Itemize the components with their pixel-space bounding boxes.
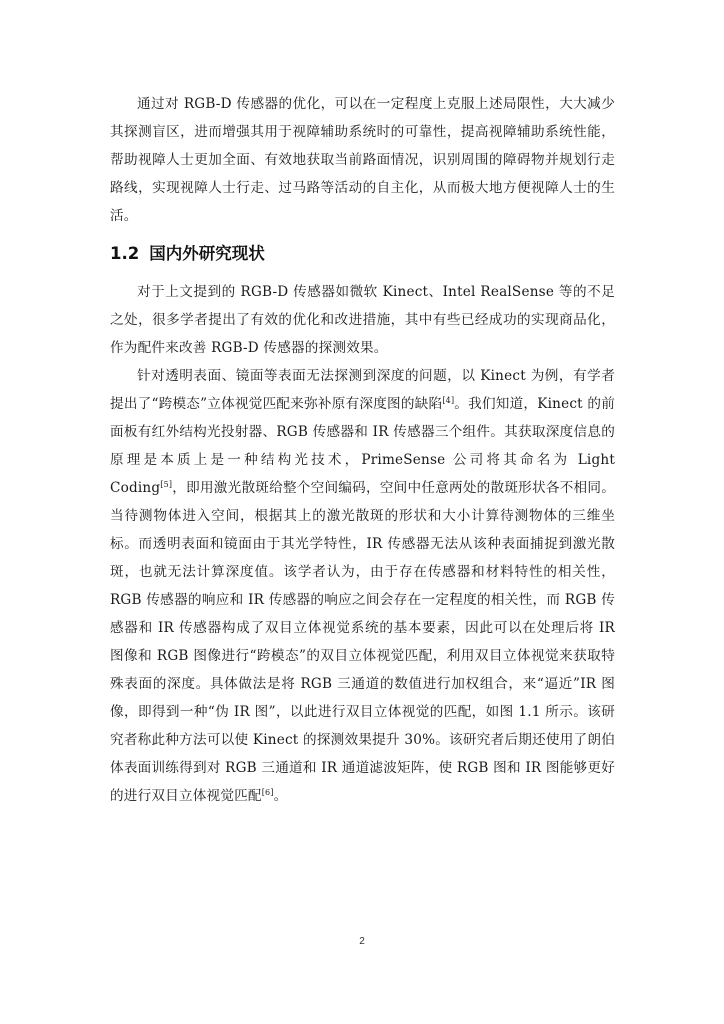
page-number: 2 [359,936,365,947]
page-body [110,90,615,810]
citation-5[interactable]: [5] [160,480,173,489]
section-number: 1.2 [110,244,140,263]
paragraph-text: 针对透明表面、镜面等表面无法探测到深度的问题，以 Kinect 为例，有学者提出了“跨模态”立体视觉匹配来弥补原有深度图的缺陷 [110,368,615,412]
citation-4[interactable]: [4] [442,396,455,405]
citation-6[interactable]: [6] [261,788,274,797]
paragraph-intro: 通过对 RGB-D 传感器的优化，可以在一定程度上克服上述局限性，大大减少其探测盲区，进而增强其用于视障辅助系统时的可靠性，提高视障辅助系统性能，帮助视障人士更加全面、有效地获取当前路面情况，识别周围的障碍物并规划行走路线，实现视障人士行走、过马路等活动的自主化，从而极大地方便视障人士的生活。 [110,96,615,224]
paragraph-text: ，即用激光散斑给整个空间编码，空间中任意两处的散斑形状各不相同。当待测物体进入空间，根据其上的激光散斑的形状和大小计算待测物体的三维坐标。而透明表面和镜面由于其光学特性，IR 传感器无法从该种表面捕捉到激光散斑，也就无法计算深度值。该学者认为，由于存在传感器和材料特性的相关性，RGB 传感器的响应和 IR 传感器的响应之间会存在一定程度的相关性，而 RGB 传感器和 IR 传感器构成了双目立体视觉系统的基本要素，因此可以在处理后将 IR 图像和 RGB 图像进行“跨模态”的双目立体视觉匹配，利用双目立体视觉来获取特殊表面的深度。具体做法是将 RGB 三通道的数值进行加权组合，来“逼近”IR 图像，即得到一种“伪 IR 图”，以此进行双目立体视觉的匹配，如图 1.1 所示。该研究者称此种方法可以使 Kinect 的探测效果提升 30%。该研究者后期还使用了朗伯体表面训练得到对 RGB 三通道和 IR 通道滤波矩阵，使 RGB 图和 IR 图能够更好的进行双目立体视觉匹配 [110,480,615,804]
section-title: 国内外研究现状 [149,244,265,263]
paragraph-1: 对于上文提到的 RGB-D 传感器如微软 Kinect、Intel RealSense 等的不足之处，很多学者提出了有效的优化和改进措施，其中有些已经成功的实现商品化，作为配件来改善 RGB-D 传感器的探测效果。 [110,284,615,356]
section-heading [110,240,615,268]
paragraph-text: 。我们知道，Kinect 的前面板有红外结构光投射器、RGB 传感器和 IR 传感器三个组件。其获取深度信息的原理是本质上是一种结构光技术，PrimeSense 公司将其命名为 Light Coding [110,396,615,496]
paragraph-2 [110,362,615,810]
paragraph-text: 。 [273,788,288,804]
